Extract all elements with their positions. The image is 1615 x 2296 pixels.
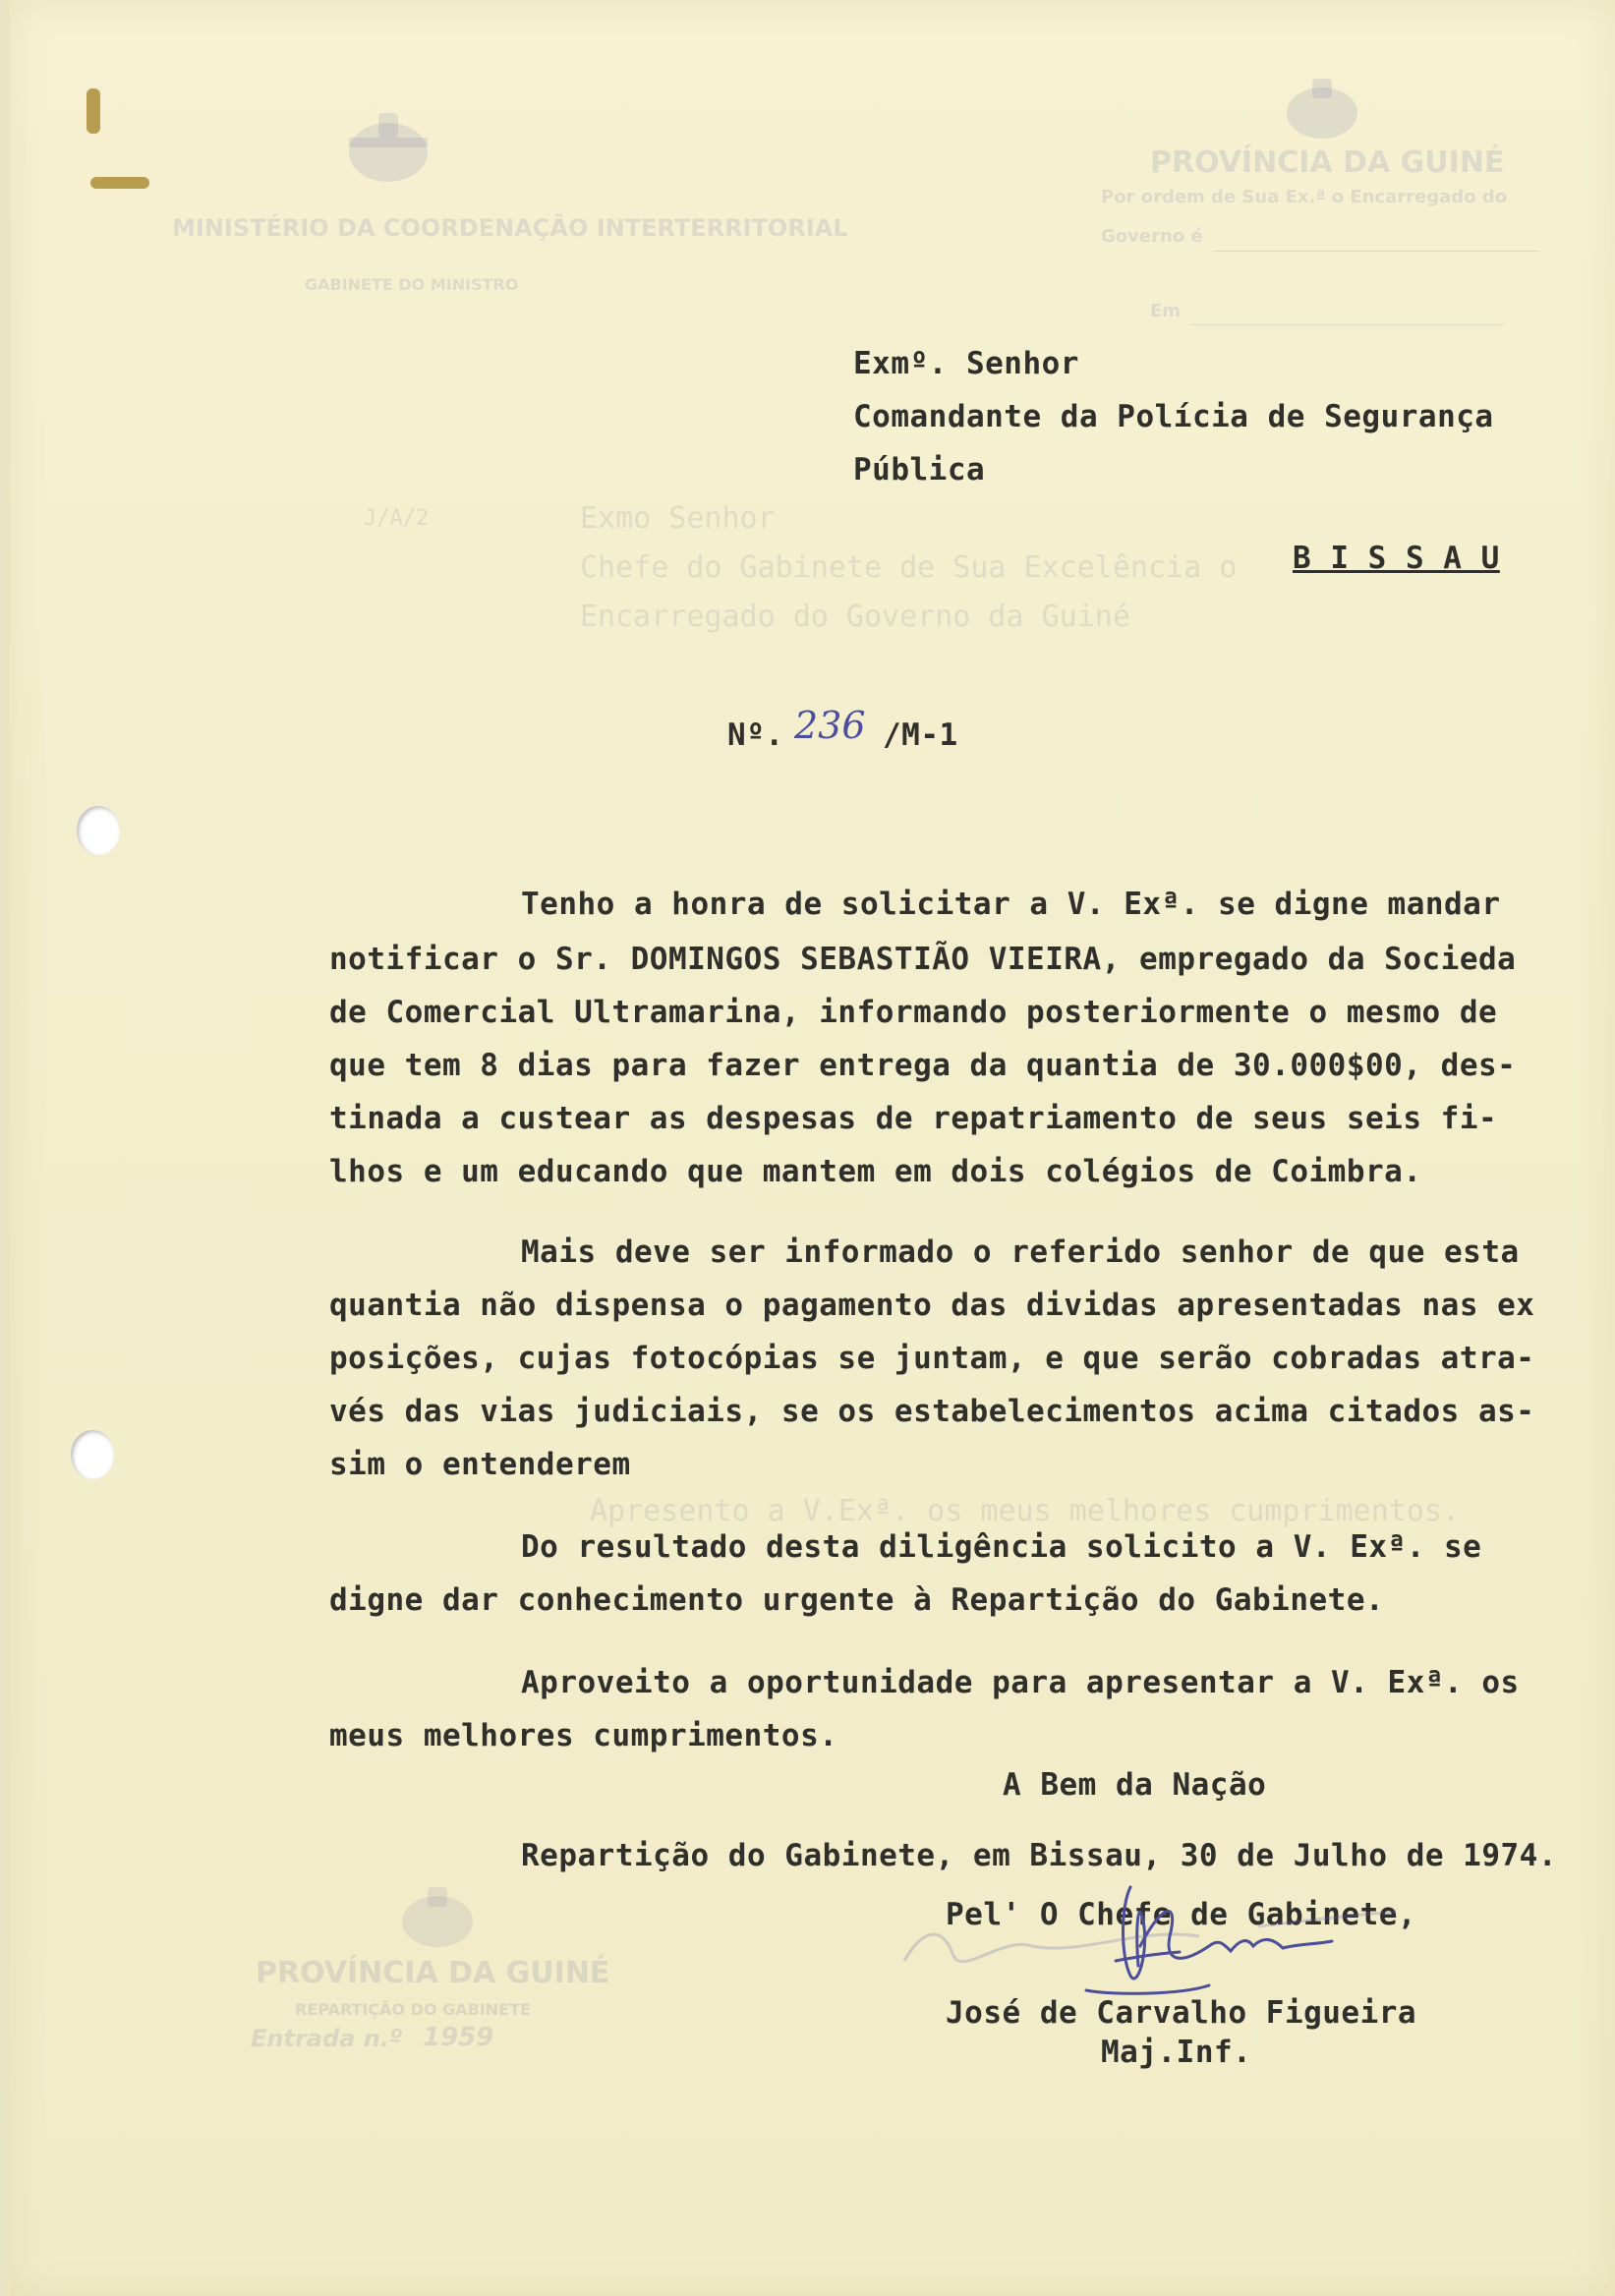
closing-motto: A Bem da Nação [1003,1767,1267,1803]
rust-stain [87,88,100,134]
province-stamp-line3: Em [1150,301,1182,321]
addressee-salutation: Exmº. Senhor [853,346,1079,381]
ministry-stamp-sub: GABINETE DO MINISTRO [305,275,519,294]
on-behalf-line: Pel' O Chefe de Gabinete, [946,1897,1417,1932]
place-date: Repartição do Gabinete, em Bissau, 30 de Julho de 1974. [521,1838,1557,1873]
entry-stamp-title: PROVÍNCIA DA GUINÉ [256,1956,610,1990]
letter-page [10,0,1615,2296]
addressee-city: B I S S A U [1293,541,1500,576]
reference-prefix: Nº. [727,718,784,753]
stamp-line [1189,324,1504,325]
body-line: notificar o Sr. DOMINGOS SEBASTIÃO VIEIRA, empregado da Socieda [329,942,1517,977]
body-line: vés das vias judiciais, se os estabelecimentos acima citados as- [329,1394,1535,1429]
body-line: que tem 8 dias para fazer entrega da quantia de 30.000$00, des- [329,1048,1517,1083]
reference-number: 236 [794,704,866,747]
bleed-through-text: Chefe do Gabinete de Sua Excelência o [580,550,1238,585]
body-line: Mais deve ser informado o referido senhor de que esta [521,1234,1520,1270]
province-stamp-line2: Governo é [1101,226,1203,247]
body-line: lhos e um educando que mantem em dois colégios de Coimbra. [329,1154,1422,1189]
entry-stamp-dept: REPARTIÇÃO DO GABINETE [295,2000,531,2019]
body-line: Do resultado desta diligência solicito a V. Exª. se [521,1529,1482,1565]
bleed-through-text: Apresento a V.Exª. os meus melhores cumprimentos. [590,1494,1461,1528]
province-stamp-title: PROVÍNCIA DA GUINÉ [1150,145,1505,180]
addressee-title: Comandante da Polícia de Segurança [853,399,1494,434]
coat-of-arms-icon [334,98,442,197]
body-line: Tenho a honra de solicitar a V. Exª. se digne mandar [521,887,1501,922]
entry-stamp-number: 1959 [423,2023,494,2052]
body-line: Aproveito a oportunidade para apresentar a V. Exª. os [521,1665,1520,1700]
body-line: de Comercial Ultramarina, informando posteriormente o mesmo de [329,995,1498,1030]
body-line: meus melhores cumprimentos. [329,1718,838,1753]
bleed-through-text: Encarregado do Governo da Guiné [580,600,1130,634]
stamp-line [1214,251,1538,252]
body-line: posições, cujas fotocópias se juntam, e que serão cobradas atra- [329,1341,1535,1376]
bleed-through-text: Exmo Senhor [580,501,776,536]
signer-name: José de Carvalho Figueira [946,1995,1417,2031]
punch-hole [77,806,120,855]
rust-stain [90,177,149,189]
addressee-title-cont: Pública [853,452,986,488]
body-line: sim o entenderem [329,1447,631,1482]
bleed-through-text: J/A/2 [364,506,430,531]
coat-of-arms-icon [388,1877,487,1956]
province-stamp-line1: Por ordem de Sua Ex.ª o Encarregado do [1101,187,1508,207]
body-line: digne dar conhecimento urgente à Repartição do Gabinete. [329,1582,1385,1618]
coat-of-arms-icon [1273,69,1371,147]
body-line: tinada a custear as despesas de repatriamento de seus seis fi- [329,1101,1498,1136]
ministry-stamp: MINISTÉRIO DA COORDENAÇÃO INTERTERRITORIAL [172,214,848,242]
punch-hole [71,1430,114,1479]
reference-suffix: /M-1 [883,718,958,753]
body-line: quantia não dispensa o pagamento das dividas apresentadas nas ex [329,1288,1535,1323]
entry-stamp-label: Entrada n.º [251,2025,403,2052]
signer-rank: Maj.Inf. [1101,2035,1252,2070]
